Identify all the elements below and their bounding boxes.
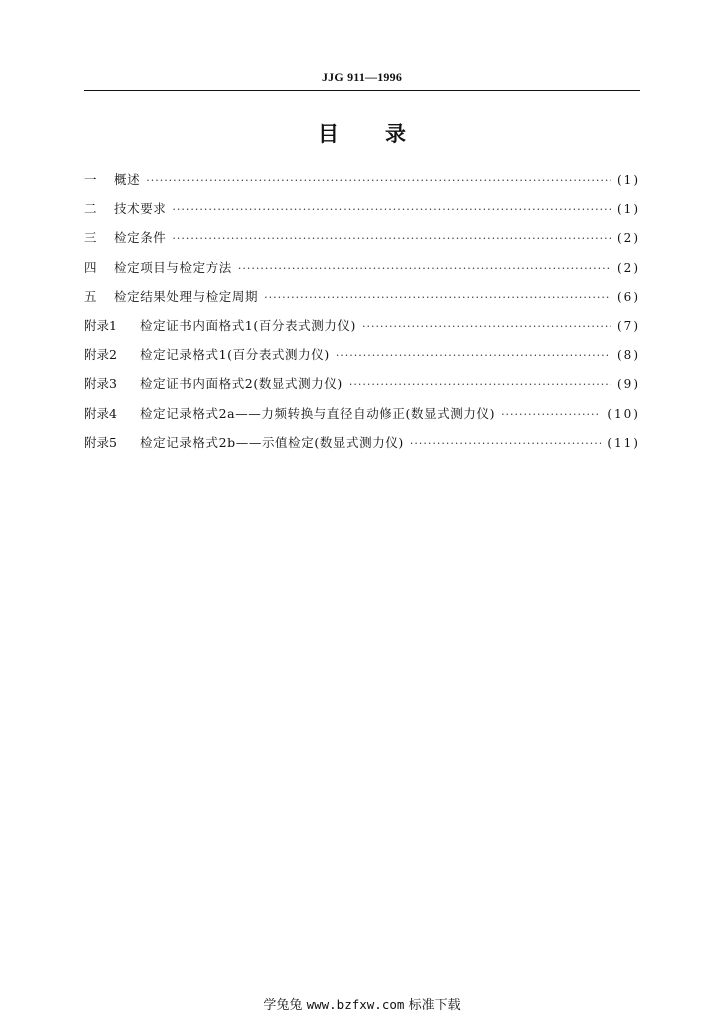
toc-entry-number: 附录3 [84,376,117,392]
toc-entry-number: 附录4 [84,405,117,421]
toc-dot-leader [264,291,611,304]
toc-dot-leader [172,232,611,245]
toc-entry-title: 概述 [114,172,141,187]
toc-entry[interactable] [84,433,640,462]
toc-title: 目录 [318,122,452,146]
toc-entry-number: 三 [84,230,97,246]
toc-entry[interactable] [84,199,640,228]
toc-entry-page: (11) [607,435,640,450]
toc-dot-leader [336,349,611,362]
toc-entry-page: (2) [617,231,640,246]
toc-entry-title: 检定记录格式2b——示值检定(数显式测力仪) [140,434,404,450]
toc-dot-leader [238,262,611,275]
toc-dot-leader [501,408,601,421]
page-footer [0,994,724,1013]
toc-entry-title: 技术要求 [114,201,167,217]
toc-entry[interactable] [84,404,640,433]
toc-entry-page: (10) [607,406,640,421]
toc-entry-page: (6) [617,289,640,304]
toc-entry-number: 二 [84,201,97,217]
footer-tagline: 标准下载 [408,998,461,1013]
toc-entry[interactable] [84,374,640,403]
toc-dot-leader [349,378,611,391]
toc-entry-number: 五 [84,288,97,304]
toc-entry-title: 检定证书内面格式2(数显式测力仪) [140,376,343,392]
standard-code: JJG 911—1996 [321,70,403,84]
toc-entry-page: (1) [617,173,640,187]
footer-site-name: 学兔兔 [263,998,303,1013]
toc-entry[interactable] [84,316,640,345]
toc-entry[interactable] [84,228,640,257]
toc-entry-number: 附录2 [84,347,117,363]
toc-entry[interactable] [84,345,640,374]
toc-entry-number: 附录1 [84,317,117,333]
toc-entry-page: (8) [617,348,640,363]
toc-entry-title: 检定条件 [114,230,167,246]
toc-dot-leader [410,437,601,450]
toc-dot-leader [146,174,611,187]
toc-entry-number: 四 [84,259,97,275]
toc-list [84,170,640,462]
toc-entry[interactable] [84,258,640,287]
toc-entry-title: 检定证书内面格式1(百分表式测力仪) [140,317,357,333]
toc-dot-leader [172,203,611,216]
toc-entry-title: 检定记录格式2a——力频转换与直径自动修正(数显式测力仪) [140,405,496,421]
toc-entry-number: 附录5 [84,434,117,450]
toc-dot-leader [362,320,611,333]
toc-entry-page: (1) [617,202,640,217]
toc-entry-title: 检定记录格式1(百分表式测力仪) [140,347,330,363]
footer-url-link[interactable]: www.bzfxw.com [306,997,405,1012]
toc-entry-number: 一 [84,172,97,187]
toc-entry-title: 检定结果处理与检定周期 [114,288,259,304]
toc-entry-title: 检定项目与检定方法 [114,259,232,275]
toc-entry-page: (7) [617,318,640,333]
header-divider [84,90,640,91]
toc-entry-page: (9) [617,377,640,392]
toc-entry-page: (2) [617,260,640,275]
toc-entry[interactable] [84,170,640,199]
toc-entry[interactable] [84,287,640,316]
